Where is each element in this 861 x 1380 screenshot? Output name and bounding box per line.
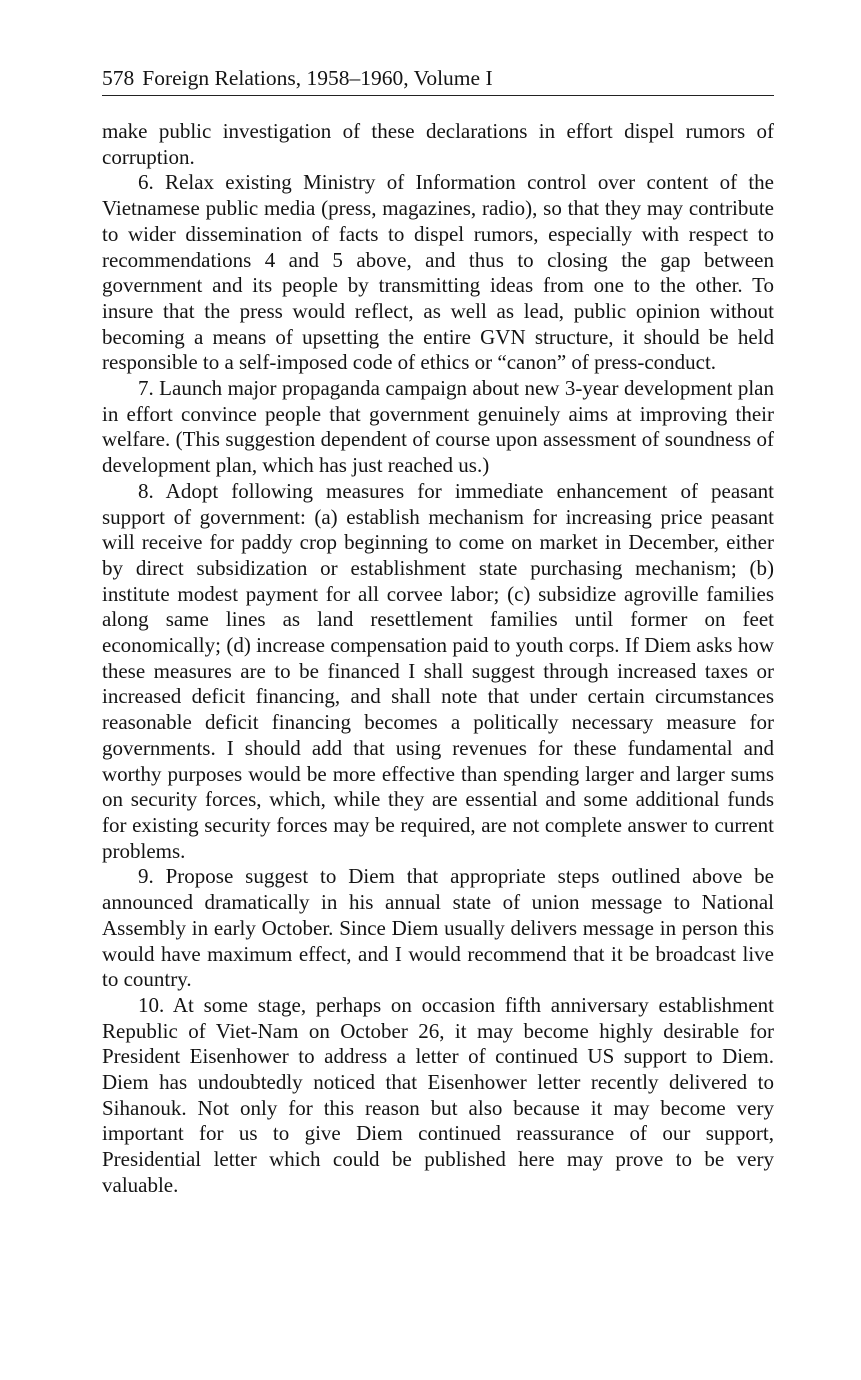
paragraph-item-6: 6. Relax existing Ministry of Information control over content of the Vietnamese public media (press, magazines, radio), so that they may contribute to wider dissemination of facts to dispel rumors, especially with respect to recommendations 4 and 5 above, and thus to closing the gap between government and its people by transmitting ideas from one to the other. To insure that the press would reflect, as well as lead, public opinion without becoming a means of upsetting the entire GVN structure, it should be held responsible to a self-imposed code of ethics or “canon” of press-conduct. xyxy=(102,170,774,375)
paragraph-continuation: make public investigation of these declarations in effort dispel rumors of corruption. xyxy=(102,119,774,169)
paragraph-item-8: 8. Adopt following measures for immediate enhancement of peasant support of government: (a) establish mechanism for increasing price peasant will receive for paddy crop beginning to come on market in December, either by direct subsidization or establishment state purchasing mechanism; (b) institute modest payment for all corvee labor; (c) subsidize agroville families along same lines as land resettlement families until former on feet economically; (d) increase compensation paid to youth corps. If Diem asks how these measures are to be financed I shall suggest through increased taxes or increased deficit financing, and shall note that under certain circumstances reasonable deficit financing becomes a politically necessary measure for governments. I should add that using revenues for these fundamental and worthy purposes would be more effective than spending larger and larger sums on security forces, which, while they are essential and some additional funds for existing security forces may be required, are not complete answer to current problems. xyxy=(102,478,774,863)
document-body xyxy=(102,119,774,1199)
paragraph-item-9: 9. Propose suggest to Diem that appropriate steps outlined above be announced dramatically in his annual state of union message to National Assembly in early October. Since Diem usually delivers message in person this would have maximum effect, and I would recommend that it be broadcast live to country. xyxy=(102,864,774,992)
running-header xyxy=(102,64,774,96)
paragraph-item-10: 10. At some stage, perhaps on occasion fifth anniversary establishment Republic of Viet-Nam on October 26, it may become highly desirable for President Eisenhower to address a letter of continued US support to Diem. Diem has undoubtedly noticed that Eisenhower letter recently delivered to Sihanouk. Not only for this reason but also because it may become very important for us to give Diem continued reassurance of our support, Presidential letter which could be published here may prove to be very valuable. xyxy=(102,992,774,1197)
page-number: 578 xyxy=(102,66,135,90)
running-title: Foreign Relations, 1958–1960, Volume I xyxy=(142,66,493,90)
paragraph-item-7: 7. Launch major propaganda campaign about new 3-year development plan in effort convince people that government genuinely aims at improving their welfare. (This suggestion dependent of course upon assessment of soundness of development plan, which has just reached us.) xyxy=(102,376,774,478)
